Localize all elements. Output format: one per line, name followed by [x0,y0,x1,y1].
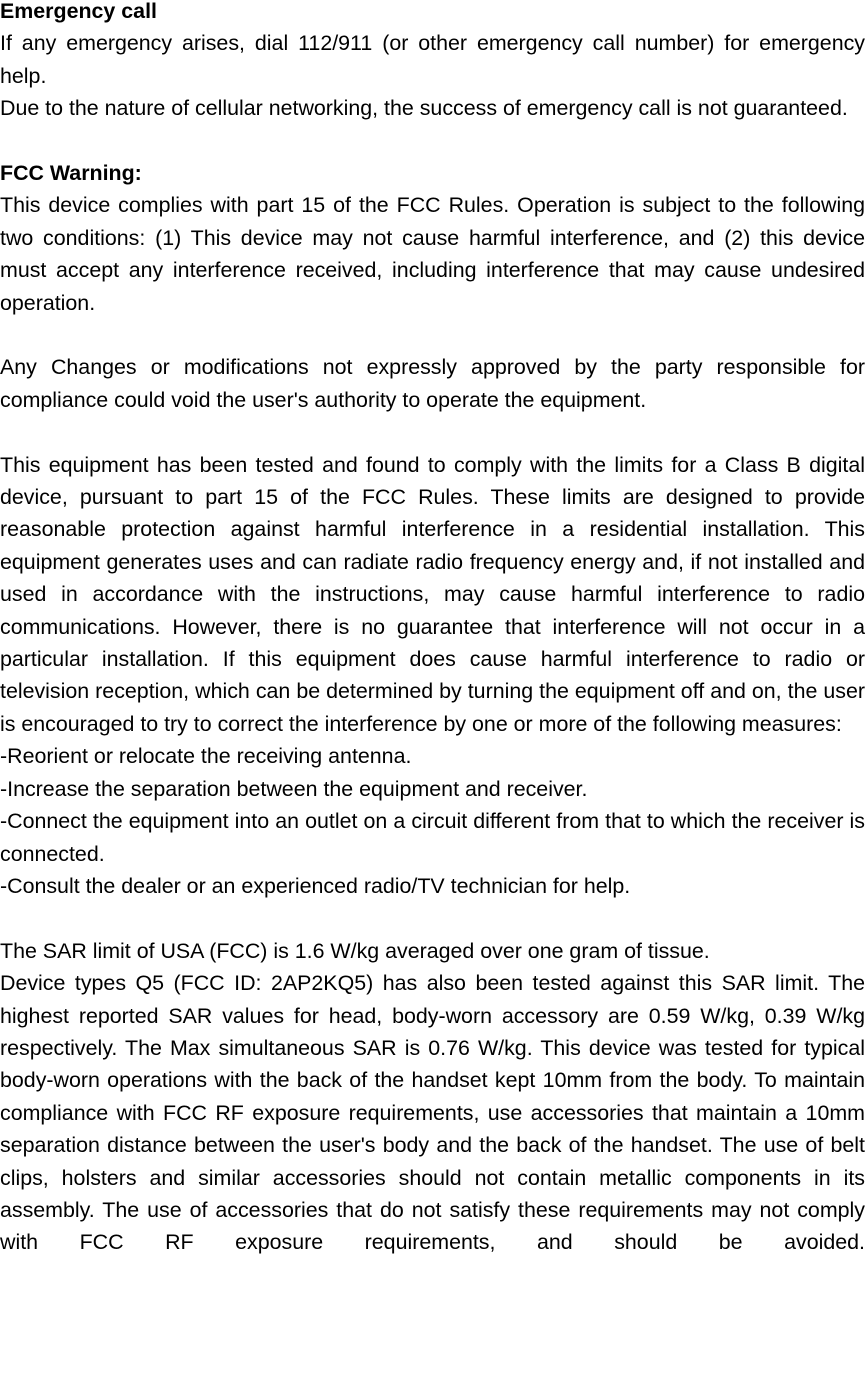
measure-item: -Reorient or relocate the receiving antenna. [0,744,412,769]
fcc-paragraph-part15: This device complies with part 15 of the FCC Rules. Operation is subject to the following two conditions: (1) This device may not cause harmful interference, and (2) this device must accept any interference received, including interference that may cause undesired operation. [0,193,865,315]
measure-item: -Connect the equipment into an outlet on a circuit different from that to which the receiver is connected. [0,809,865,866]
measure-item: -Consult the dealer or an experienced radio/TV technician for help. [0,873,631,898]
emergency-heading: Emergency call [0,0,157,23]
section-spacer [0,125,865,157]
section-spacer [0,902,865,934]
emergency-paragraph-2: Due to the nature of cellular networking, the success of emergency call is not guaranteed. [0,96,848,121]
section-spacer [0,416,865,448]
section-spacer [0,319,865,351]
measure-item: -Increase the separation between the equipment and receiver. [0,776,588,801]
fcc-paragraph-modifications: Any Changes or modifications not expressly approved by the party responsible for compliance could void the user's authority to operate the equipment. [0,355,865,412]
fcc-paragraph-class-b: This equipment has been tested and found to comply with the limits for a Class B digital device, pursuant to part 15 of the FCC Rules. These limits are designed to provide reasonable protection against harmful interference in a residential installation. This equipment generates uses and can radiate radio frequency energy and, if not installed and used in accordance with the instructions, may cause harmful interference to radio communications. However, there is no guarantee that interference will not occur in a particular installation. If this equipment does cause harmful interference to radio or television reception, which can be determined by turning the equipment off and on, the user is encouraged to try to correct the interference by one or more of the following measures: [0,452,865,736]
sar-paragraph: Device types Q5 (FCC ID: 2AP2KQ5) has also been tested against this SAR limit. The highest reported SAR values for head, body-worn accessory are 0.59 W/kg, 0.39 W/kg respectively. The Max simultaneous SAR is 0.76 W/kg. This device was tested for typical body-worn operations with the back of the handset kept 10mm from the body. To maintain compliance with FCC RF exposure requirements, use accessories that maintain a 10mm separation distance between the user's body and the back of the handset. The use of belt clips, holsters and similar accessories should not contain metallic components in its assembly. The use of accessories that do not satisfy these requirements may not comply with FCC RF exposure requirements, and should be avoided. [0,971,865,1255]
fcc-warning-heading: FCC Warning: [0,161,142,186]
sar-limit-line: The SAR limit of USA (FCC) is 1.6 W/kg averaged over one gram of tissue. [0,938,710,963]
emergency-paragraph-1: If any emergency arises, dial 112/911 (or other emergency call number) for emergency help. [0,31,865,88]
